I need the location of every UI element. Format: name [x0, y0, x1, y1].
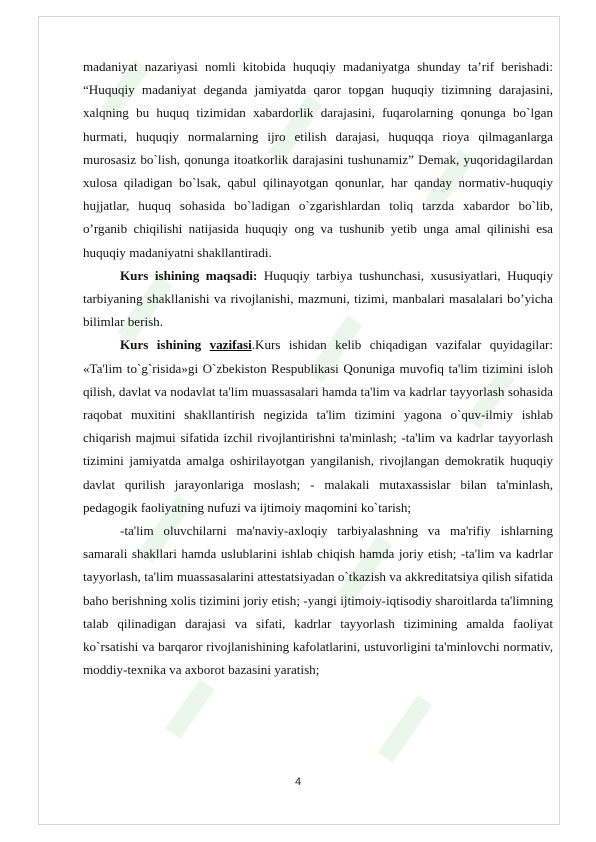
paragraph-4-text: -ta'lim oluvchilarni ma'naviy-axloqiy tarbiyalashning va ma'rifiy ishlarning samarali shakllari hamda uslublarini ishlab chiqish hamda joriy etish; -ta'lim va kadrlar tayyorlash, ta'lim muassasalarini attestatsiyadan o`tkazish va akkreditatsiya qilish sifatida baho berishning xolis tizimini joriy etish; -yangi ijtimoiy-iqtisodiy sharoitlarda ta'limning talab qilinadigan darajasi va sifati, kadrlar tayyorlash tizimining amalda faoliyat ko`rsatishi va barqaror rivojlanishining kafolatlarini, ustuvorligini ta'minlovchi normativ, moddiy-texnika va axborot bazasini yaratish;: [83, 523, 553, 678]
tasks-text: .Kurs ishidan kelib chiqadigan vazifalar quyidagilar: «Ta'lim to`g`risida»gi O`zbekiston Respublikasi Qonuniga muvofiq ta'lim tizimini isloh qilish, davlat va nodavlat ta'lim muassasalari hamda ta'lim va kadrlar tayyorlash sohasida raqobat muxitini shakllantirish negizida ta'lim tizimini yagona o`quv-ilmiy ishlab chiqarish majmui sifatida izchil rivojlantirishni ta'minlash; -ta'lim va kadrlar tayyorlash tizimini jamiyatda amalga oshirilayotgan yangilanish, rivojlangan demokratik huquqiy davlat qurilish jarayonlariga moslash; - malakali mutaxassislar bilan ta'minlash, pedagogik faoliyatning nufuzi va ijtimoiy maqomini ko`tarish;: [83, 337, 553, 515]
paragraph-3-tasks: [83, 333, 553, 519]
objective-text: Huquqiy tarbiya tushunchasi, xususiyatlari, Huquqiy tarbiyaning shakllanishi va rivojlanishi, mazmuni, tizimi, manbalari masalalari bo’yicha bilimlar berish.: [83, 267, 553, 330]
paragraph-1-text: madaniyat nazariyasi nomli kitobida huquqiy madaniyatga shunday ta’rif berishadi: “Huquqiy madaniyat deganda jamiyatda qaror topgan huquqiy tizimning darajasini, xalqning bu huquq tizimidan xabardorlik darajasini, fuqarolarning qonunga bo`lgan hurmati, huquqiy normalarning ijro etilish darajasi, huquqqa rioya qilmaganlarga murosasiz bo`lish, qonunga itoatkorlik darajasini tushunamiz” Demak, yuqoridagilardan xulosa qiladigan bo`lsak, qabul qilinayotgan qonunlar, har qanday normativ-huquqiy hujjatlar, huquq sohasida bo`ladigan o`zgarishlardan toliq tarzda xabardor bo`lib, o’rganib chiqilishi natijasida huquqiy ong va tushunib yetib unga amal qilinishi esa huquqiy madaniyatni shakllantiradi.: [83, 59, 553, 260]
page-number: 4: [294, 776, 302, 788]
objective-heading: Kurs ishining maqsadi:: [120, 267, 258, 283]
tasks-heading-prefix: Kurs ishining: [120, 337, 210, 353]
paragraph-2-objective: [83, 264, 553, 334]
document-body: [83, 55, 553, 681]
tasks-heading-word: vazifasi: [209, 337, 252, 353]
paragraph-4: [83, 519, 553, 681]
paragraph-1: [83, 55, 553, 264]
